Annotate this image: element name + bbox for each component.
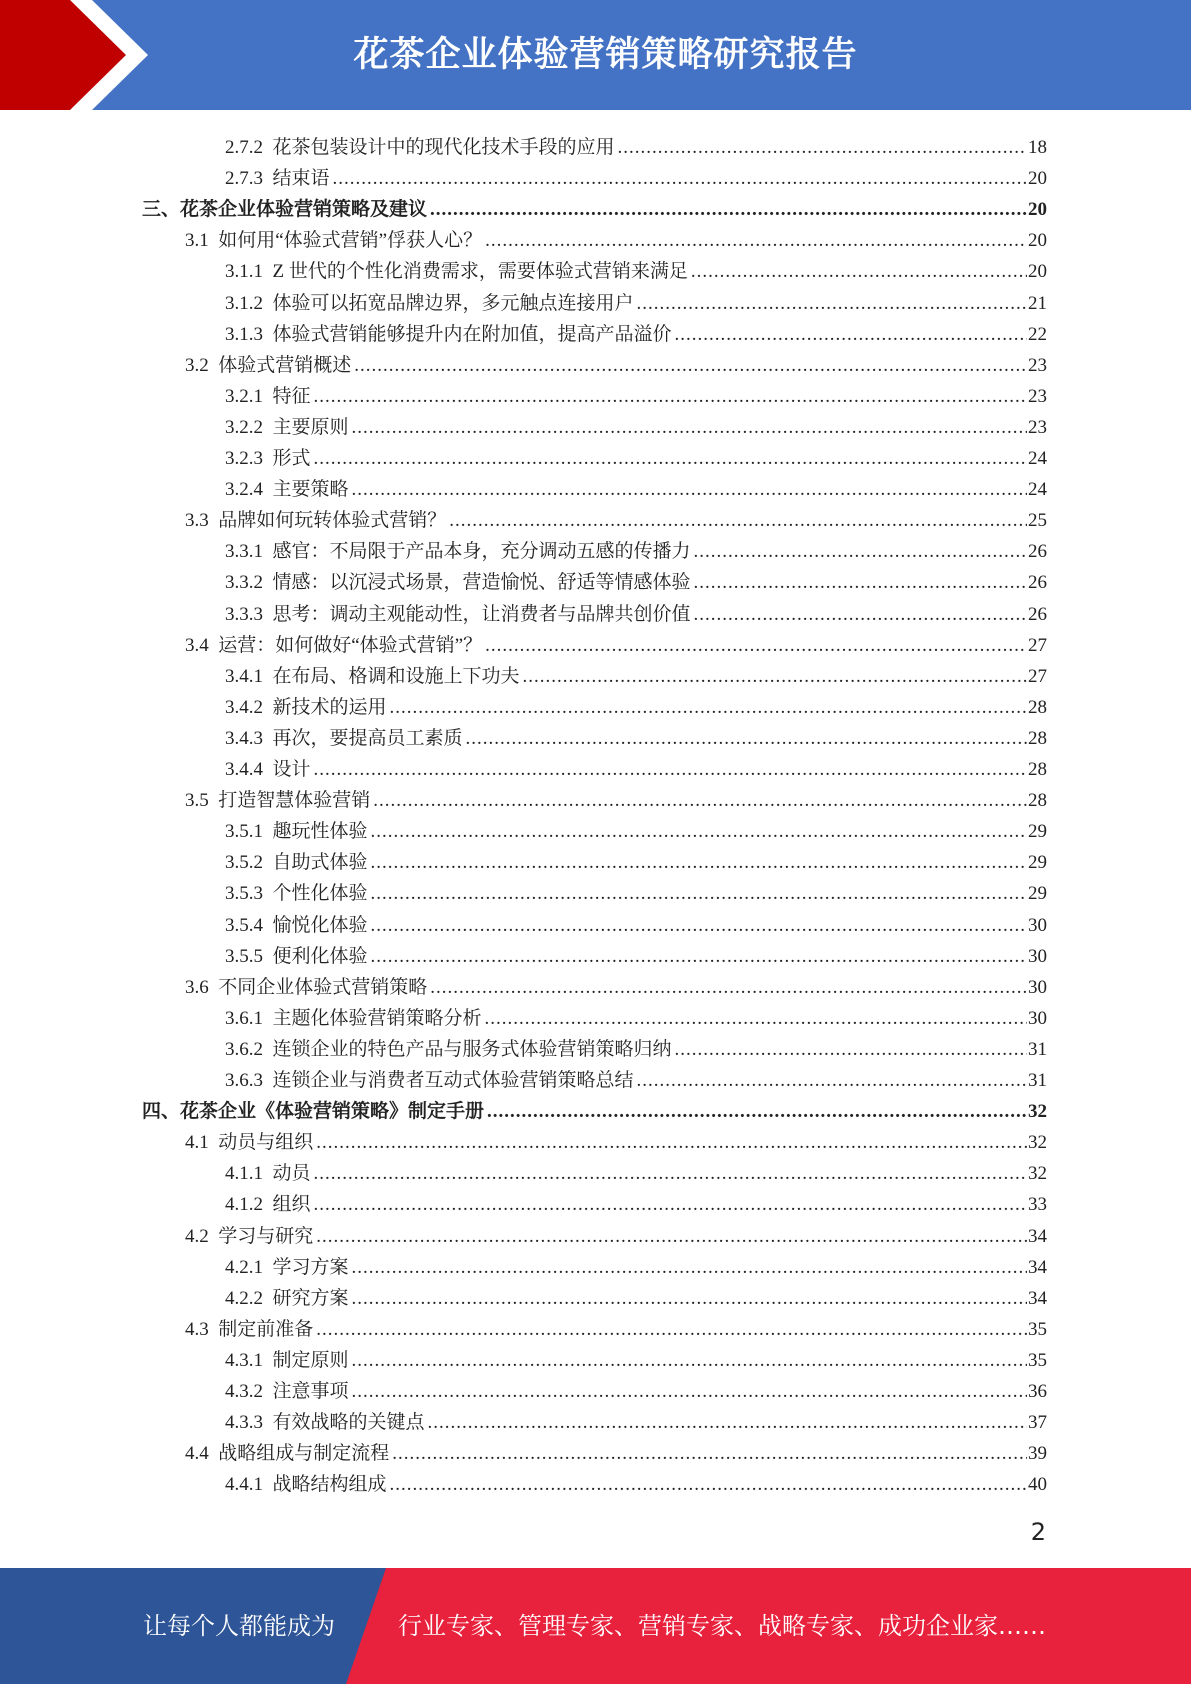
toc-section-number: 3.2.4 — [225, 479, 263, 501]
toc-section-number: 2.7.2 — [225, 137, 263, 158]
page-footer — [0, 1568, 1191, 1684]
toc-entry[interactable] — [225, 843, 1047, 874]
toc-entry[interactable] — [185, 1123, 1047, 1154]
toc-title: 不同企业体验式营销策略 — [218, 976, 428, 998]
toc-entry[interactable] — [225, 750, 1047, 781]
toc-section-number: 3.3.2 — [225, 572, 263, 594]
toc-leader-dots — [314, 448, 1027, 470]
toc-page-number: 24 — [1028, 448, 1047, 469]
toc-page-number: 34 — [1028, 1287, 1047, 1309]
toc-entry[interactable] — [225, 252, 1047, 283]
toc-section-number: 4.3.2 — [225, 1381, 263, 1402]
toc-entry[interactable] — [225, 1403, 1047, 1434]
toc-page-number: 36 — [1028, 1381, 1047, 1402]
toc-title: 有效战略的关键点 — [272, 1412, 425, 1434]
toc-page-number: 27 — [1028, 665, 1047, 687]
toc-leader-dots — [466, 728, 1027, 750]
toc-title: 动员 — [272, 1163, 311, 1185]
toc-title: 感官：不局限于产品本身，充分调动五感的传播力 — [272, 541, 691, 563]
toc-leader-dots — [314, 386, 1027, 408]
toc-entry[interactable] — [185, 968, 1047, 999]
toc-section-number: 3.1.3 — [225, 323, 263, 345]
toc-title: 主题化体验营销策略分析 — [272, 1007, 482, 1029]
toc-leader-dots — [371, 883, 1027, 905]
toc-page-number: 21 — [1028, 292, 1047, 314]
toc-page-number: 28 — [1028, 727, 1047, 749]
toc-section-number: 4.4.1 — [225, 1474, 263, 1496]
toc-title: 品牌如何玩转体验式营销？ — [218, 510, 447, 532]
toc-entry[interactable] — [225, 1061, 1047, 1092]
toc-leader-dots — [694, 541, 1027, 563]
toc-leader-dots — [392, 1443, 1027, 1465]
toc-section-number: 3.2.1 — [225, 385, 263, 407]
toc-leader-dots — [694, 604, 1027, 626]
toc-page-number: 28 — [1028, 696, 1047, 718]
toc-page-number: 23 — [1028, 416, 1047, 438]
toc-entry[interactable] — [185, 1310, 1047, 1341]
toc-entry[interactable] — [185, 781, 1047, 812]
toc-section-number: 4.1 — [185, 1132, 209, 1154]
toc-section-number: 3.6 — [185, 976, 209, 998]
footer-slogan: 让每个人都能成为 — [143, 1612, 335, 1640]
toc-section-number: 4.4 — [185, 1443, 209, 1465]
toc-page-number: 39 — [1028, 1443, 1047, 1465]
toc-entry[interactable] — [225, 937, 1047, 968]
toc-title: 形式 — [272, 448, 311, 469]
toc-page-number: 35 — [1028, 1318, 1047, 1340]
toc-page-number: 22 — [1028, 323, 1047, 345]
toc-page-number: 20 — [1028, 199, 1047, 221]
toc-title: 四、花茶企业《体验营销策略》制定手册 — [142, 1101, 485, 1123]
toc-section-number: 3.2.3 — [225, 448, 263, 469]
toc-leader-dots — [485, 230, 1027, 252]
toc-entry[interactable] — [225, 1341, 1047, 1372]
toc-entry[interactable] — [225, 532, 1047, 563]
toc-section-number: 3.5.2 — [225, 852, 263, 874]
toc-section-number: 4.3.3 — [225, 1412, 263, 1434]
toc-title: 愉悦化体验 — [272, 914, 368, 936]
toc-section-number: 3.5.5 — [225, 945, 263, 967]
toc-title: 体验式营销概述 — [218, 354, 352, 376]
toc-page-number: 30 — [1028, 1007, 1047, 1029]
toc-leader-dots — [618, 137, 1027, 159]
toc-leader-dots — [675, 1039, 1027, 1061]
toc-leader-dots — [691, 261, 1027, 283]
toc-page-number: 25 — [1028, 510, 1047, 532]
footer-tagline: 行业专家、管理专家、营销专家、战略专家、成功企业家…… — [398, 1612, 1046, 1640]
toc-entry[interactable] — [225, 284, 1047, 315]
toc-page-number: 35 — [1028, 1349, 1047, 1371]
toc-title: 主要原则 — [272, 416, 349, 438]
toc-section-number: 3.2 — [185, 354, 209, 376]
toc-leader-dots — [316, 1319, 1027, 1341]
toc-title: 制定原则 — [272, 1349, 349, 1371]
toc-leader-dots — [352, 1288, 1027, 1310]
toc-entry[interactable] — [185, 221, 1047, 252]
toc-section-number: 4.3.1 — [225, 1349, 263, 1371]
toc-section-number: 3.5.3 — [225, 883, 263, 905]
page-number: 2 — [1030, 1518, 1046, 1546]
toc-title: 便利化体验 — [272, 945, 368, 967]
toc-title: 组织 — [272, 1194, 311, 1216]
toc-title: 制定前准备 — [218, 1318, 314, 1340]
toc-page-number: 29 — [1028, 883, 1047, 905]
toc-title: 研究方案 — [272, 1287, 349, 1309]
toc-leader-dots — [523, 666, 1027, 688]
toc-leader-dots — [428, 1412, 1027, 1434]
page-header — [0, 0, 1191, 110]
toc-section-number: 3.4.2 — [225, 696, 263, 718]
toc-page-number: 28 — [1028, 790, 1047, 812]
toc-leader-dots — [352, 1257, 1027, 1279]
toc-title: 战略组成与制定流程 — [218, 1443, 390, 1465]
toc-entry[interactable] — [225, 812, 1047, 843]
toc-entry[interactable] — [142, 1092, 1047, 1123]
toc-entry[interactable] — [225, 1465, 1047, 1496]
toc-page-number: 40 — [1028, 1474, 1047, 1496]
toc-section-number: 2.7.3 — [225, 168, 263, 190]
toc-leader-dots — [371, 946, 1027, 968]
toc-title: 运营：如何做好“体验式营销”？ — [218, 634, 483, 656]
toc-title: 设计 — [272, 759, 311, 780]
toc-title: Z 世代的个性化消费需求，需要体验式营销来满足 — [272, 261, 688, 283]
toc-title: 体验可以拓宽品牌边界，多元触点连接用户 — [272, 292, 634, 314]
toc-title: 连锁企业的特色产品与服务式体验营销策略归纳 — [272, 1038, 672, 1060]
toc-title: 学习方案 — [272, 1256, 349, 1278]
toc-leader-dots — [354, 355, 1027, 377]
toc-section-number: 4.1.1 — [225, 1163, 263, 1185]
toc-title: 连锁企业与消费者互动式体验营销策略总结 — [272, 1070, 634, 1091]
toc-page-number: 26 — [1028, 541, 1047, 563]
toc-leader-dots — [675, 324, 1027, 346]
toc-leader-dots — [314, 1163, 1027, 1185]
toc-section-number: 4.1.2 — [225, 1194, 263, 1216]
toc-title: 再次，要提高员工素质 — [272, 727, 463, 749]
toc-section-number: 3.5 — [185, 790, 209, 812]
toc-section-number: 3.6.3 — [225, 1070, 263, 1091]
toc-title: 情感：以沉浸式场景，营造愉悦、舒适等情感体验 — [272, 572, 691, 594]
toc-entry[interactable] — [225, 1279, 1047, 1310]
toc-title: 个性化体验 — [272, 883, 368, 905]
toc-leader-dots — [390, 1474, 1027, 1496]
toc-page-number: 20 — [1028, 168, 1047, 190]
toc-entry[interactable] — [185, 1217, 1047, 1248]
toc-page-number: 33 — [1028, 1194, 1047, 1216]
toc-page-number: 26 — [1028, 572, 1047, 594]
toc-title: 三、花茶企业体验营销策略及建议 — [142, 199, 428, 221]
toc-page-number: 28 — [1028, 759, 1047, 780]
toc-page-number: 24 — [1028, 479, 1047, 501]
toc-page-number: 31 — [1028, 1070, 1047, 1091]
toc-section-number: 3.3 — [185, 510, 209, 532]
toc-leader-dots — [316, 1226, 1027, 1248]
toc-entry[interactable] — [225, 688, 1047, 719]
toc-entry[interactable] — [185, 346, 1047, 377]
toc-leader-dots — [390, 697, 1027, 719]
toc-leader-dots — [316, 1132, 1027, 1154]
toc-section-number: 3.1 — [185, 230, 209, 252]
toc-page-number: 20 — [1028, 230, 1047, 252]
toc-leader-dots — [485, 1008, 1027, 1030]
toc-page-number: 30 — [1028, 945, 1047, 967]
toc-section-number: 3.6.2 — [225, 1038, 263, 1060]
toc-page-number: 37 — [1028, 1412, 1047, 1434]
toc-leader-dots — [352, 479, 1027, 501]
toc-leader-dots — [371, 915, 1027, 937]
toc-entry[interactable] — [225, 563, 1047, 594]
toc-entry[interactable] — [225, 906, 1047, 937]
toc-leader-dots — [430, 977, 1027, 999]
toc-section-number: 3.4 — [185, 634, 209, 656]
toc-title: 特征 — [272, 385, 311, 407]
toc-page-number: 32 — [1028, 1163, 1047, 1185]
toc-leader-dots — [487, 1101, 1027, 1123]
toc-entry[interactable] — [225, 1372, 1047, 1403]
toc-title: 打造智慧体验营销 — [218, 790, 371, 812]
toc-page-number: 29 — [1028, 821, 1047, 843]
toc-title: 战略结构组成 — [272, 1474, 387, 1496]
toc-page-number: 30 — [1028, 976, 1047, 998]
report-title: 花茶企业体验营销策略研究报告 — [353, 35, 858, 75]
toc-page-number: 29 — [1028, 852, 1047, 874]
toc-page-number: 30 — [1028, 914, 1047, 936]
toc-entry[interactable] — [142, 190, 1047, 221]
toc-leader-dots — [449, 510, 1027, 532]
toc-leader-dots — [314, 1194, 1027, 1216]
toc-page-number: 26 — [1028, 603, 1047, 625]
toc-entry[interactable] — [225, 439, 1047, 470]
toc-page-number: 32 — [1028, 1132, 1047, 1154]
toc-entry[interactable] — [225, 595, 1047, 626]
toc-entry[interactable] — [225, 408, 1047, 439]
toc-leader-dots — [371, 821, 1027, 843]
toc-leader-dots — [430, 199, 1027, 221]
toc-title: 花茶包装设计中的现代化技术手段的应用 — [272, 137, 615, 158]
toc-entry[interactable] — [185, 1434, 1047, 1465]
toc-entry[interactable] — [225, 999, 1047, 1030]
toc-section-number: 4.3 — [185, 1318, 209, 1340]
toc-page-number: 18 — [1028, 137, 1047, 158]
toc-section-number: 3.3.1 — [225, 541, 263, 563]
toc-leader-dots — [352, 1381, 1027, 1403]
toc-leader-dots — [314, 759, 1027, 781]
toc-section-number: 3.5.1 — [225, 821, 263, 843]
toc-section-number: 3.3.3 — [225, 603, 263, 625]
toc-title: 新技术的运用 — [272, 696, 387, 718]
toc-section-number: 4.2.2 — [225, 1287, 263, 1309]
toc-title: 自助式体验 — [272, 852, 368, 874]
toc-leader-dots — [333, 168, 1027, 190]
toc-entry[interactable] — [225, 377, 1047, 408]
toc-section-number: 3.6.1 — [225, 1007, 263, 1029]
toc-entry[interactable] — [225, 719, 1047, 750]
toc-leader-dots — [352, 417, 1027, 439]
toc-leader-dots — [694, 572, 1027, 594]
toc-section-number: 3.4.3 — [225, 727, 263, 749]
toc-page-number: 32 — [1028, 1101, 1047, 1123]
toc-section-number: 3.4.1 — [225, 665, 263, 687]
toc-section-number: 4.2.1 — [225, 1256, 263, 1278]
toc-leader-dots — [637, 293, 1027, 315]
toc-leader-dots — [637, 1070, 1027, 1092]
toc-leader-dots — [371, 852, 1027, 874]
toc-title: 学习与研究 — [218, 1225, 314, 1247]
toc-entry[interactable] — [225, 470, 1047, 501]
toc-leader-dots — [352, 1350, 1027, 1372]
toc-entry[interactable] — [225, 159, 1047, 190]
toc-title: 在布局、格调和设施上下功夫 — [272, 665, 520, 687]
toc-page-number: 31 — [1028, 1038, 1047, 1060]
toc-section-number: 3.1.2 — [225, 292, 263, 314]
toc-section-number: 3.5.4 — [225, 914, 263, 936]
toc-page-number: 23 — [1028, 354, 1047, 376]
toc-leader-dots — [485, 635, 1027, 657]
toc-page-number: 27 — [1028, 634, 1047, 656]
toc-entry[interactable] — [225, 1154, 1047, 1185]
toc-title: 体验式营销能够提升内在附加值，提高产品溢价 — [272, 323, 672, 345]
toc-title: 如何用“体验式营销”俘获人心？ — [218, 230, 483, 252]
toc-entry[interactable] — [185, 626, 1047, 657]
toc-title: 主要策略 — [272, 479, 349, 501]
toc-entry[interactable] — [225, 315, 1047, 346]
toc-title: 趣玩性体验 — [272, 821, 368, 843]
toc-title: 思考：调动主观能动性，让消费者与品牌共创价值 — [272, 603, 691, 625]
toc-page-number: 23 — [1028, 385, 1047, 407]
toc-section-number: 4.2 — [185, 1225, 209, 1247]
toc-title: 动员与组织 — [218, 1132, 314, 1154]
toc-section-number: 3.2.2 — [225, 416, 263, 438]
toc-entry[interactable] — [225, 1185, 1047, 1216]
toc-page-number: 34 — [1028, 1256, 1047, 1278]
toc-entry[interactable] — [185, 501, 1047, 532]
toc-entry[interactable] — [225, 874, 1047, 905]
toc-title: 结束语 — [272, 168, 330, 190]
toc-title: 注意事项 — [272, 1381, 349, 1402]
toc-section-number: 3.4.4 — [225, 759, 263, 780]
toc-page-number: 20 — [1028, 261, 1047, 283]
toc-page-number: 34 — [1028, 1225, 1047, 1247]
toc-entry[interactable] — [225, 1030, 1047, 1061]
toc-leader-dots — [373, 790, 1027, 812]
toc-entry[interactable] — [225, 128, 1047, 159]
toc-entry[interactable] — [225, 1248, 1047, 1279]
toc-section-number: 3.1.1 — [225, 261, 263, 283]
toc-entry[interactable] — [225, 657, 1047, 688]
